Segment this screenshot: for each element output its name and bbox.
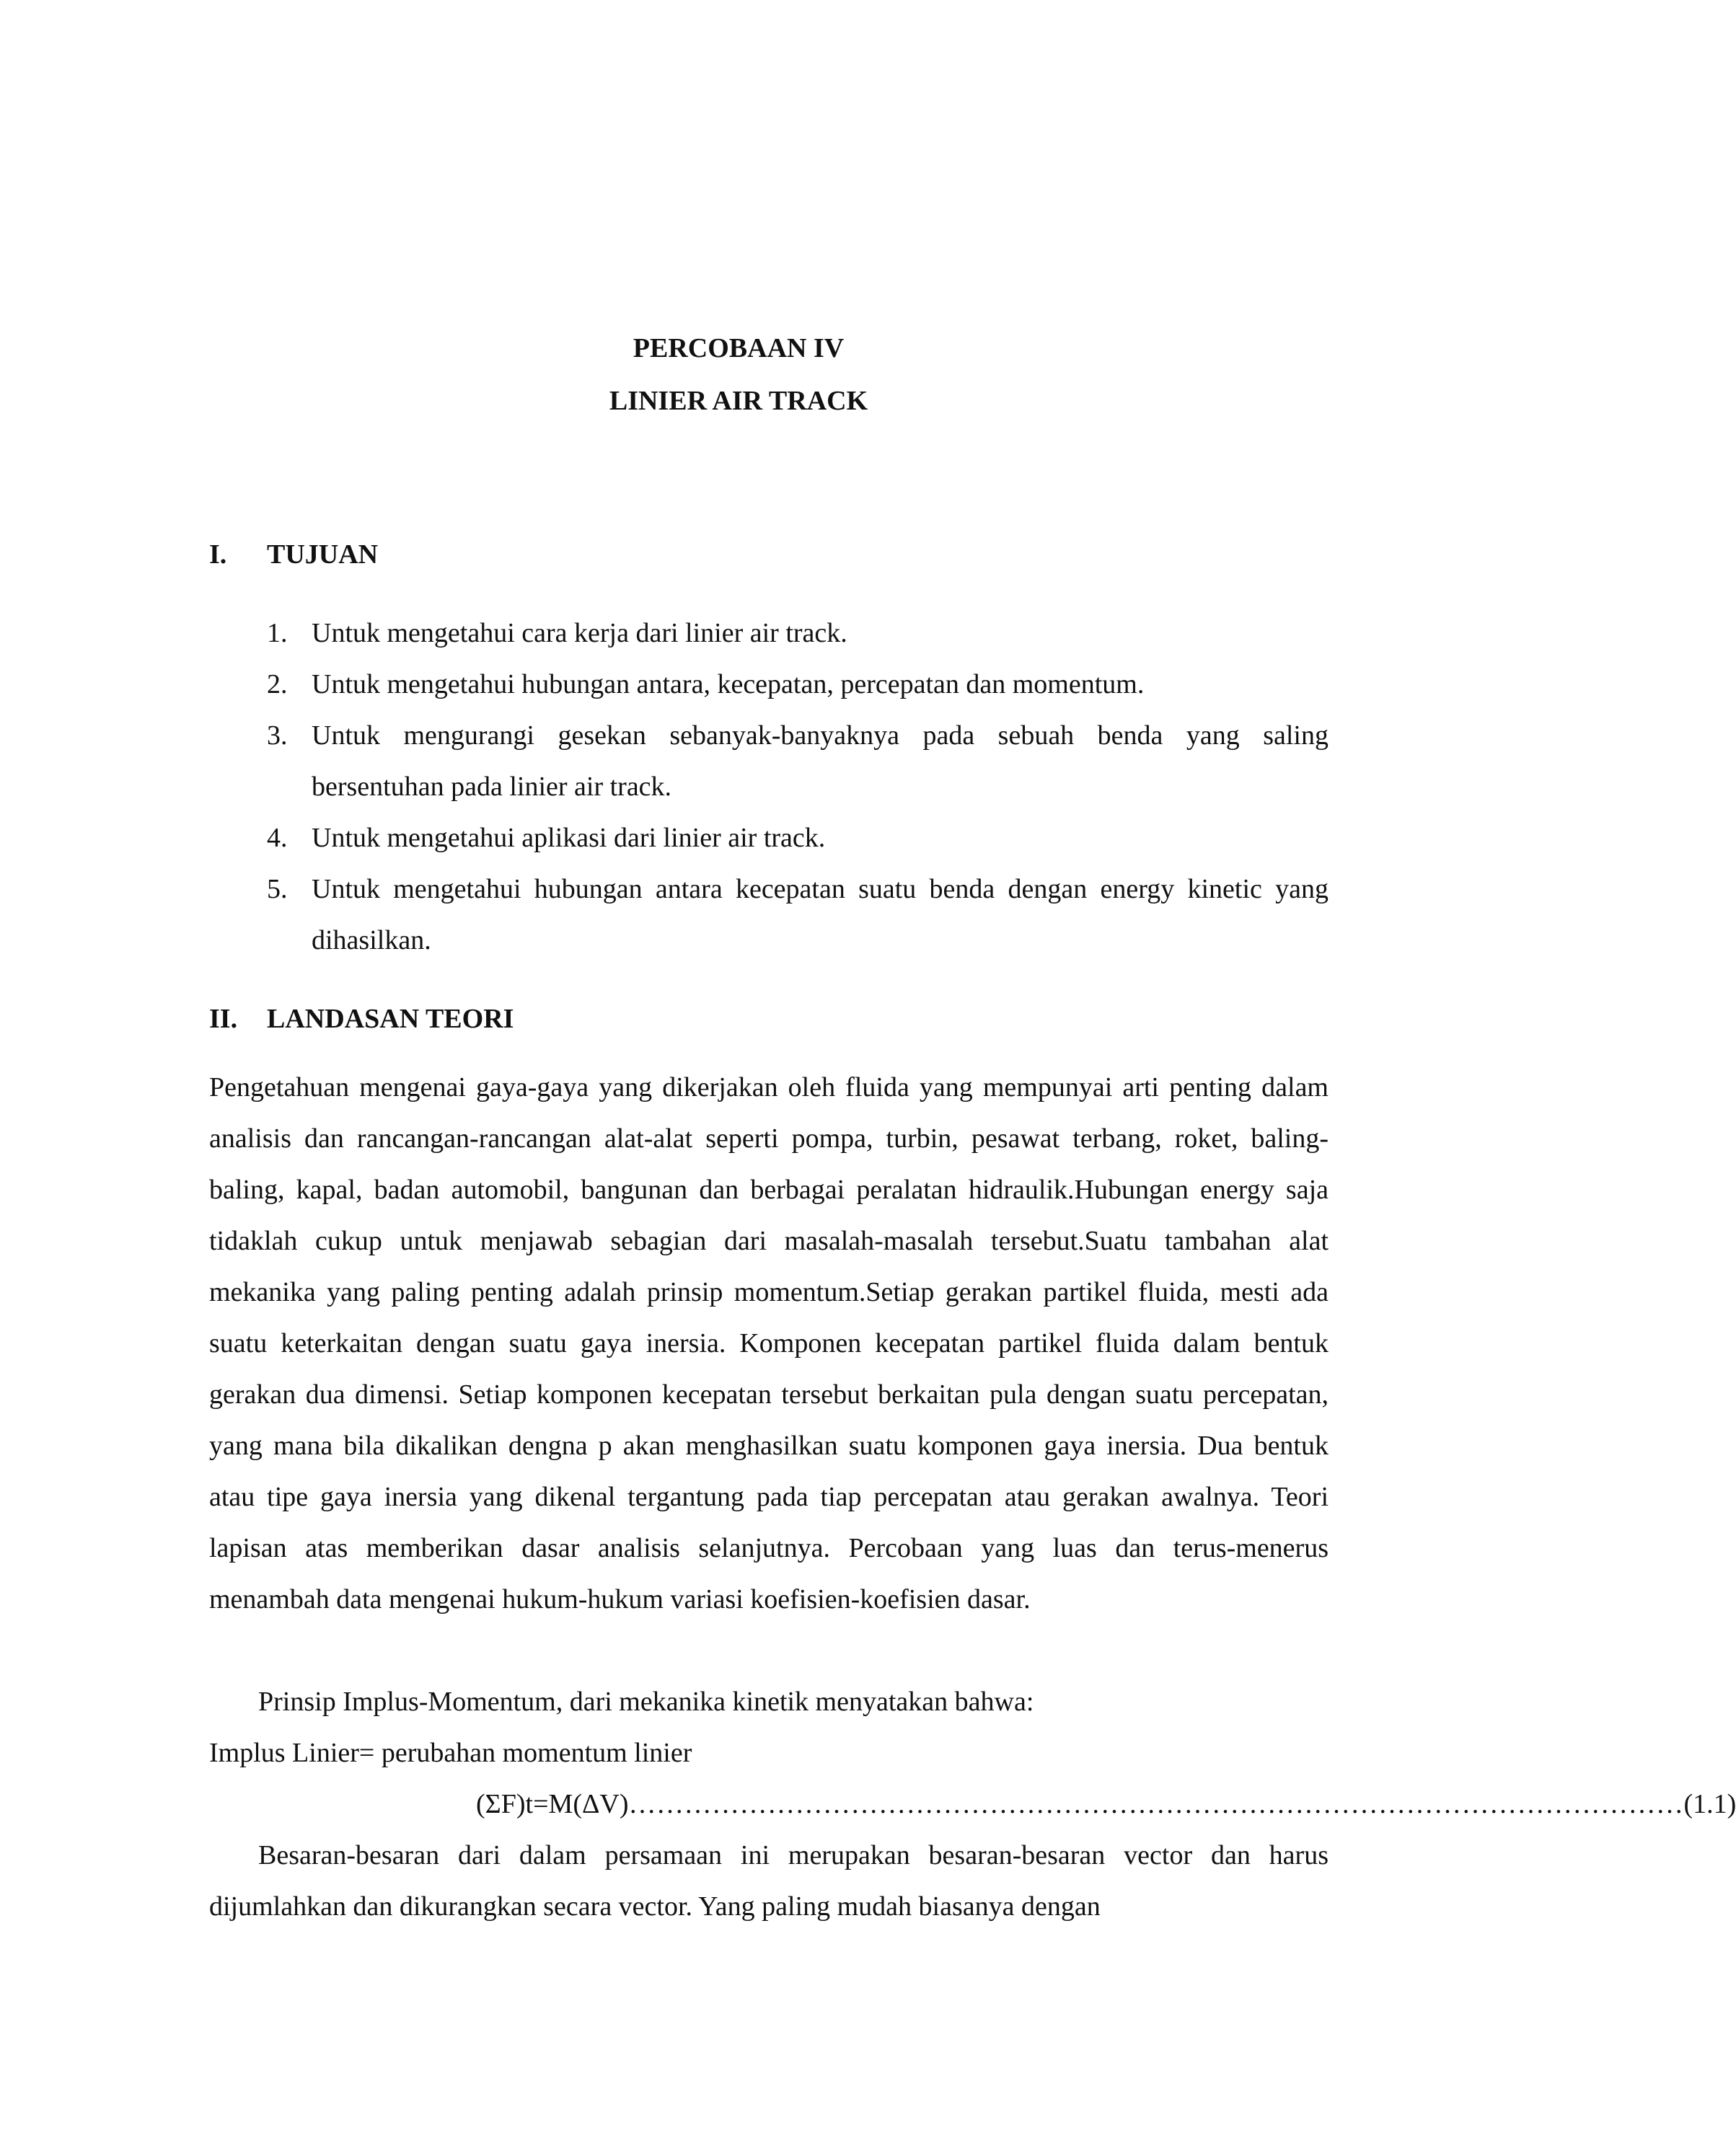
list-item <box>267 710 1329 813</box>
theory-paragraph-2: Prinsip Implus-Momentum, dari mekanika kinetik menyatakan bahwa: <box>258 1687 1034 1717</box>
list-item-text: Untuk mengetahui hubungan antara kecepatan suatu benda dengan energy kinetic yang dihasilkan. <box>312 874 1329 955</box>
document-title-line-1: PERCOBAAN IV <box>633 333 845 363</box>
equation-1-1 <box>209 1779 1736 1830</box>
list-item <box>267 608 1329 659</box>
equation-indent <box>209 1779 476 1830</box>
list-item-number: 5. <box>267 874 288 904</box>
list-item <box>267 864 1329 966</box>
list-item-number: 2. <box>267 669 288 699</box>
list-item-text: Untuk mengetahui hubungan antara, kecepatan, percepatan dan momentum. <box>312 669 1145 699</box>
section-number: II. <box>209 1004 238 1034</box>
theory-line-impulse-definition: Implus Linier= perubahan momentum linier <box>209 1738 692 1768</box>
section-number: I. <box>209 539 227 570</box>
document-title-line-2: LINIER AIR TRACK <box>609 386 868 416</box>
list-item-number: 4. <box>267 823 288 853</box>
equation-dot-leader: …………………………………………………………………………………………………… <box>628 1789 1684 1819</box>
list-item <box>267 813 1329 864</box>
list-item-text: Untuk mengurangi gesekan sebanyak-banyaknya pada sebuah benda yang saling bersentuhan pada linier air track. <box>312 720 1329 802</box>
equation-expression: (ΣF)t=M(ΔV) <box>476 1789 629 1819</box>
section-heading-landasan-teori <box>209 1002 514 1035</box>
equation-label: (1.1) <box>1683 1789 1736 1819</box>
section-title: LANDASAN TEORI <box>267 1004 514 1034</box>
objectives-list <box>267 608 1329 966</box>
list-item-number: 1. <box>267 618 288 648</box>
list-item-text: Untuk mengetahui cara kerja dari linier air track. <box>312 618 847 648</box>
list-item-text: Untuk mengetahui aplikasi dari linier air track. <box>312 823 826 853</box>
list-item <box>267 659 1329 710</box>
theory-paragraph-3: Besaran-besaran dari dalam persamaan ini merupakan besaran-besaran vector dan harus dijumlahkan dan dikurangkan secara vector. Yang paling mudah biasanya dengan <box>209 1840 1329 1922</box>
list-item-number: 3. <box>267 720 288 751</box>
section-heading-tujuan <box>209 538 378 571</box>
theory-paragraph-1: Pengetahuan mengenai gaya-gaya yang dikerjakan oleh fluida yang mempunyai arti penting dalam analisis dan rancangan-rancangan alat-alat seperti pompa, turbin, pesawat terbang, roket, baling-baling, kapal, badan automobil, bangunan dan berbagai peralatan hidraulik.Hubungan energy saja tidaklah cukup untuk menjawab sebagian dari masalah-masalah tersebut.Suatu tambahan alat mekanika yang paling penting adalah prinsip momentum.Setiap gerakan partikel fluida, mesti ada suatu keterkaitan dengan suatu gaya inersia. Komponen kecepatan partikel fluida dalam bentuk gerakan dua dimensi. Setiap komponen kecepatan tersebut berkaitan pula dengan suatu percepatan, yang mana bila dikalikan dengna p akan menghasilkan suatu komponen gaya inersia. Dua bentuk atau tipe gaya inersia yang dikenal tergantung pada tiap percepatan atau gerakan awalnya. Teori lapisan atas memberikan dasar analisis selanjutnya. Percobaan yang luas dan terus-menerus menambah data mengenai hukum-hukum variasi koefisien-koefisien dasar. <box>209 1072 1329 1614</box>
section-title: TUJUAN <box>267 539 379 570</box>
